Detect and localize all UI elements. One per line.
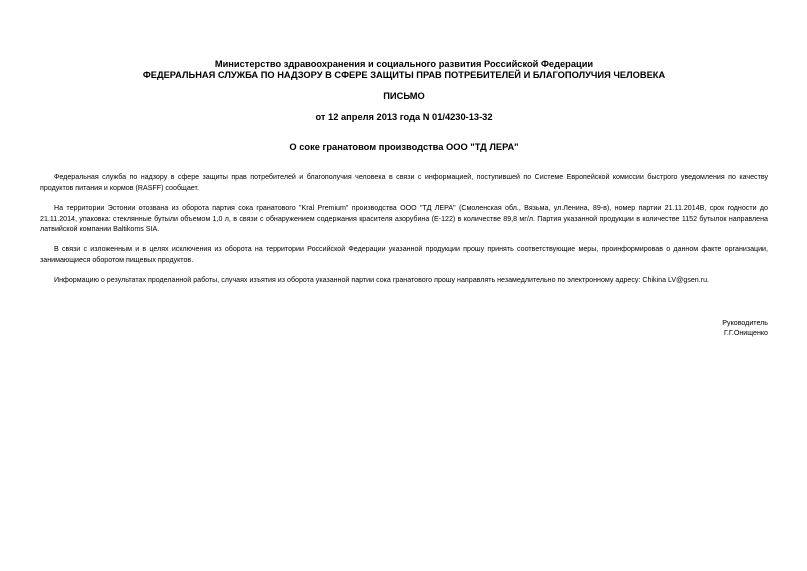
- paragraph-2: На территории Эстонии отозвана из оборота партия сока гранатового "Kral Premium" производства ООО "ТД ЛЕРА" (Смоленская обл., Вязьма, ул.Ленина, 89-в), номер партии 21.11.2014B, срок годности до 21.11.2014, упаковка: стеклянные бутыли объемом 1,0 л, в связи с обнаружением содержания красителя азорубина (E-122) в количестве 89,8 мг/л. Партия указанной продукции в количестве 1152 бутылок направлена латвийской компании Baltikoms SIA.: [40, 204, 768, 233]
- paragraph-1: Федеральная служба по надзору в сфере защиты прав потребителей и благополучия человека в связи с информацией, поступившей по Системе Европейской комиссии быстрого уведомления по качеству продуктов питания и кормов (RASFF) сообщает.: [40, 173, 768, 192]
- paragraph-3: В связи с изложенным и в целях исключения из оборота на территории Российской Федерации указанной продукции прошу принять соответствующие меры, проинформировав о данном факте организации, занимающиеся оборотом пищевых продуктов.: [40, 245, 768, 264]
- document-date-number: от 12 апреля 2013 года N 01/4230-13-32: [315, 112, 493, 122]
- signature-title: Руководитель: [722, 319, 768, 327]
- ministry-name: Министерство здравоохранения и социального развития Российской Федерации: [214, 59, 594, 69]
- document-type: ПИСЬМО: [383, 91, 425, 101]
- signature-name: Г.Г.Онищенко: [723, 329, 768, 337]
- service-name: ФЕДЕРАЛЬНАЯ СЛУЖБА ПО НАДЗОРУ В СФЕРЕ ЗАЩИТЫ ПРАВ ПОТРЕБИТЕЛЕЙ И БЛАГОПОЛУЧИЯ ЧЕЛОВЕКА: [142, 70, 666, 80]
- document-subject: О соке гранатовом производства ООО "ТД ЛЕРА": [289, 142, 519, 152]
- paragraph-4: Информацию о результатах проделанной работы, случаях изъятия из оборота указанной партии сока гранатового прошу направлять незамедлительно по электронному адресу: Chikina LV@gsen.ru.: [54, 276, 710, 284]
